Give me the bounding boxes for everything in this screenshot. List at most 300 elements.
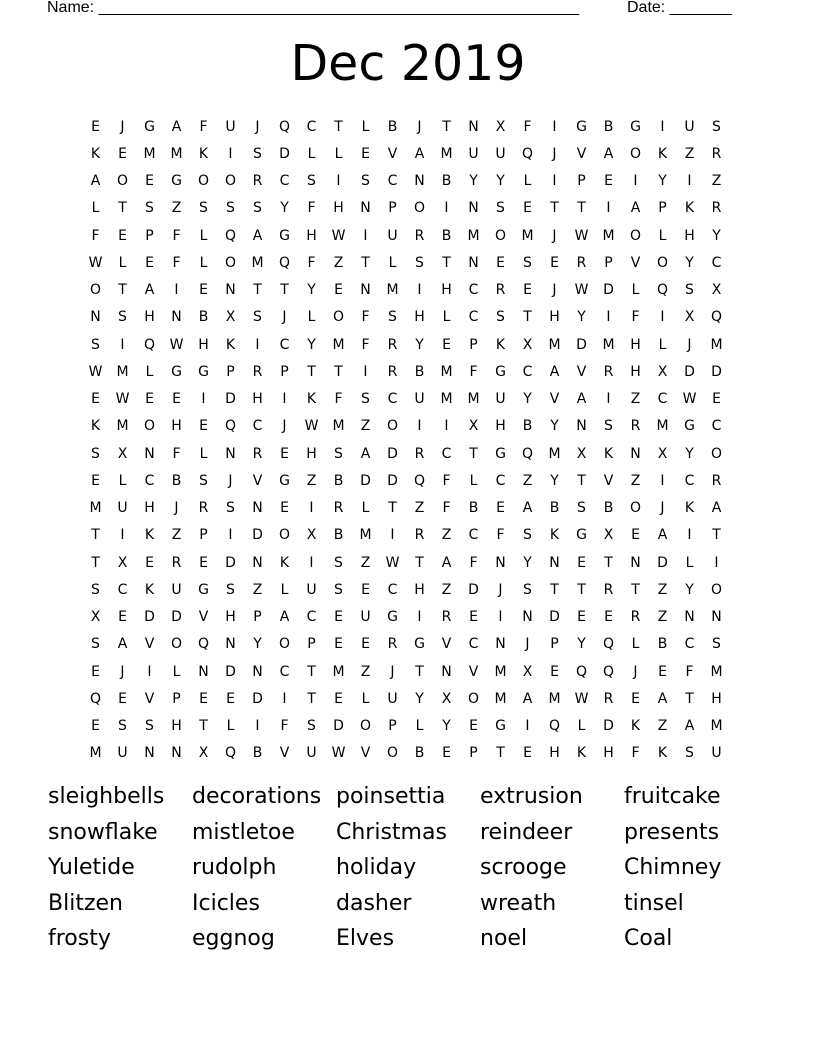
grid-letter: X bbox=[711, 282, 722, 299]
grid-letter: O bbox=[629, 227, 642, 244]
grid-letter: J bbox=[552, 145, 557, 162]
grid-letter: B bbox=[603, 500, 614, 517]
grid-letter: M bbox=[602, 227, 615, 244]
grid-letter: O bbox=[629, 500, 642, 517]
grid-letter: Y bbox=[523, 391, 532, 408]
grid-letter: E bbox=[496, 254, 505, 271]
grid-letter: K bbox=[144, 581, 155, 598]
grid-letter: V bbox=[603, 472, 614, 489]
word-bank-item: poinsettia bbox=[336, 784, 446, 809]
grid-letter: I bbox=[282, 690, 287, 707]
grid-letter: A bbox=[576, 391, 587, 408]
grid-letter: I bbox=[228, 527, 233, 544]
grid-letter: K bbox=[657, 145, 668, 162]
grid-letter: F bbox=[199, 118, 208, 135]
grid-letter: U bbox=[117, 500, 128, 517]
grid-letter: D bbox=[603, 718, 614, 735]
grid-letter: T bbox=[388, 500, 397, 517]
grid-letter: N bbox=[360, 282, 371, 299]
grid-letter: N bbox=[630, 445, 641, 462]
grid-letter: A bbox=[657, 527, 668, 544]
grid-letter: H bbox=[441, 282, 452, 299]
grid-letter: F bbox=[172, 227, 181, 244]
grid-letter: Z bbox=[657, 609, 668, 626]
grid-letter: Q bbox=[710, 309, 723, 326]
grid-letter: B bbox=[387, 118, 398, 135]
grid-letter: L bbox=[280, 581, 289, 598]
grid-letter: P bbox=[280, 363, 289, 380]
grid-letter: I bbox=[309, 554, 314, 571]
grid-letter: X bbox=[468, 418, 479, 435]
grid-letter: T bbox=[334, 363, 343, 380]
grid-letter: S bbox=[496, 200, 505, 217]
grid-letter: Y bbox=[658, 173, 667, 190]
grid-letter: F bbox=[91, 227, 100, 244]
grid-letter: R bbox=[198, 500, 209, 517]
grid-letter: G bbox=[171, 363, 182, 380]
grid-letter: I bbox=[552, 118, 557, 135]
grid-letter: Y bbox=[550, 472, 559, 489]
grid-letter: S bbox=[307, 173, 316, 190]
grid-letter: X bbox=[441, 690, 452, 707]
grid-letter: Y bbox=[496, 173, 505, 190]
grid-letter: E bbox=[442, 336, 451, 353]
grid-letter: G bbox=[171, 173, 182, 190]
grid-letter: C bbox=[684, 472, 695, 489]
grid-letter: J bbox=[633, 663, 638, 680]
grid-letter: D bbox=[279, 145, 290, 162]
grid-letter: Q bbox=[575, 663, 588, 680]
grid-letter: V bbox=[360, 745, 371, 762]
grid-letter: I bbox=[147, 663, 152, 680]
grid-letter: V bbox=[441, 636, 452, 653]
grid-letter: O bbox=[224, 173, 237, 190]
grid-letter: Q bbox=[278, 254, 291, 271]
grid-letter: S bbox=[253, 309, 262, 326]
grid-letter: E bbox=[334, 636, 343, 653]
grid-letter: Q bbox=[197, 636, 210, 653]
grid-letter: I bbox=[498, 609, 503, 626]
grid-letter: Z bbox=[711, 173, 722, 190]
grid-letter: C bbox=[279, 173, 290, 190]
grid-letter: A bbox=[441, 554, 452, 571]
grid-letter: U bbox=[468, 145, 479, 162]
name-field-label: Name: ______________________________________________________ bbox=[47, 0, 580, 16]
grid-letter: G bbox=[495, 445, 506, 462]
grid-letter: Z bbox=[657, 718, 668, 735]
grid-letter: M bbox=[89, 500, 102, 517]
grid-letter: A bbox=[279, 609, 290, 626]
grid-letter: D bbox=[360, 472, 371, 489]
grid-letter: S bbox=[685, 282, 694, 299]
grid-letter: L bbox=[145, 363, 154, 380]
grid-letter: A bbox=[684, 718, 695, 735]
word-bank-item: extrusion bbox=[480, 784, 583, 809]
grid-letter: T bbox=[604, 554, 613, 571]
grid-letter: A bbox=[171, 118, 182, 135]
grid-letter: H bbox=[171, 718, 182, 735]
grid-letter: F bbox=[442, 472, 451, 489]
grid-letter: R bbox=[630, 418, 641, 435]
grid-letter: V bbox=[387, 145, 398, 162]
grid-letter: B bbox=[522, 418, 533, 435]
grid-letter: P bbox=[307, 636, 316, 653]
grid-letter: L bbox=[388, 254, 397, 271]
grid-letter: S bbox=[199, 472, 208, 489]
grid-letter: N bbox=[468, 254, 479, 271]
grid-letter: G bbox=[198, 363, 209, 380]
grid-letter: M bbox=[170, 145, 183, 162]
grid-letter: D bbox=[576, 336, 587, 353]
grid-letter: Z bbox=[657, 581, 668, 598]
grid-letter: V bbox=[252, 472, 263, 489]
word-bank-item: Yuletide bbox=[48, 855, 135, 880]
grid-letter: I bbox=[174, 282, 179, 299]
grid-letter: M bbox=[440, 363, 453, 380]
grid-letter: Q bbox=[224, 745, 237, 762]
grid-letter: L bbox=[334, 145, 343, 162]
grid-letter: V bbox=[198, 609, 209, 626]
grid-letter: U bbox=[495, 391, 506, 408]
grid-letter: N bbox=[630, 554, 641, 571]
grid-letter: I bbox=[390, 527, 395, 544]
grid-letter: I bbox=[444, 200, 449, 217]
grid-letter: R bbox=[387, 363, 398, 380]
grid-letter: C bbox=[684, 636, 695, 653]
grid-letter: R bbox=[711, 472, 722, 489]
grid-letter: E bbox=[469, 609, 478, 626]
grid-letter: D bbox=[252, 527, 263, 544]
grid-letter: K bbox=[576, 745, 587, 762]
grid-letter: C bbox=[117, 581, 128, 598]
grid-letter: S bbox=[307, 718, 316, 735]
grid-letter: M bbox=[386, 282, 399, 299]
grid-letter: C bbox=[468, 636, 479, 653]
grid-letter: D bbox=[549, 609, 560, 626]
grid-letter: N bbox=[252, 500, 263, 517]
grid-letter: W bbox=[385, 554, 400, 571]
grid-letter: W bbox=[574, 227, 589, 244]
grid-letter: X bbox=[117, 554, 128, 571]
grid-letter: H bbox=[549, 745, 560, 762]
grid-letter: R bbox=[576, 254, 587, 271]
grid-letter: Z bbox=[171, 527, 182, 544]
grid-letter: R bbox=[603, 690, 614, 707]
grid-letter: D bbox=[657, 554, 668, 571]
grid-letter: H bbox=[495, 418, 506, 435]
grid-letter: M bbox=[251, 254, 264, 271]
grid-letter: I bbox=[660, 472, 665, 489]
grid-letter: C bbox=[252, 418, 263, 435]
word-bank-item: snowflake bbox=[48, 819, 158, 845]
grid-letter: R bbox=[387, 336, 398, 353]
grid-letter: X bbox=[117, 445, 128, 462]
grid-letter: S bbox=[685, 745, 694, 762]
grid-letter: O bbox=[332, 309, 345, 326]
grid-letter: E bbox=[91, 472, 100, 489]
grid-letter: M bbox=[440, 145, 453, 162]
grid-letter: M bbox=[494, 663, 507, 680]
grid-letter: B bbox=[657, 636, 668, 653]
grid-letter: C bbox=[711, 418, 722, 435]
grid-letter: Q bbox=[278, 118, 291, 135]
grid-letter: F bbox=[469, 363, 478, 380]
grid-letter: I bbox=[660, 309, 665, 326]
grid-letter: E bbox=[91, 718, 100, 735]
grid-letter: L bbox=[307, 145, 316, 162]
grid-letter: I bbox=[525, 718, 530, 735]
grid-letter: E bbox=[631, 690, 640, 707]
grid-letter: R bbox=[252, 173, 263, 190]
word-bank-item: Blitzen bbox=[48, 890, 123, 916]
grid-letter: E bbox=[91, 391, 100, 408]
grid-letter: R bbox=[630, 609, 641, 626]
grid-letter: S bbox=[415, 254, 424, 271]
grid-letter: D bbox=[333, 718, 344, 735]
grid-letter: E bbox=[199, 418, 208, 435]
grid-letter: B bbox=[549, 500, 560, 517]
grid-letter: D bbox=[171, 609, 182, 626]
grid-letter: L bbox=[361, 500, 370, 517]
grid-letter: Q bbox=[143, 336, 156, 353]
grid-letter: E bbox=[145, 391, 154, 408]
grid-letter: V bbox=[576, 363, 587, 380]
grid-letter: A bbox=[90, 173, 101, 190]
grid-letter: S bbox=[226, 581, 235, 598]
grid-letter: T bbox=[469, 445, 478, 462]
grid-letter: O bbox=[386, 418, 399, 435]
grid-letter: I bbox=[309, 500, 314, 517]
grid-letter: F bbox=[361, 336, 370, 353]
grid-letter: Y bbox=[685, 254, 694, 271]
grid-letter: O bbox=[467, 690, 480, 707]
grid-letter: S bbox=[226, 200, 235, 217]
grid-letter: I bbox=[363, 363, 368, 380]
grid-letter: X bbox=[603, 527, 614, 544]
grid-letter: A bbox=[252, 227, 263, 244]
grid-letter: D bbox=[468, 581, 479, 598]
grid-letter: B bbox=[198, 309, 209, 326]
grid-letter: K bbox=[630, 718, 641, 735]
grid-letter: T bbox=[631, 581, 640, 598]
grid-letter: A bbox=[144, 282, 155, 299]
grid-letter: P bbox=[577, 173, 586, 190]
grid-letter: F bbox=[496, 527, 505, 544]
word-bank-item: frosty bbox=[48, 926, 111, 951]
grid-letter: Q bbox=[656, 282, 669, 299]
grid-letter: T bbox=[496, 745, 505, 762]
grid-letter: Y bbox=[577, 636, 586, 653]
grid-letter: D bbox=[711, 363, 722, 380]
grid-letter: U bbox=[684, 118, 695, 135]
grid-letter: M bbox=[359, 527, 372, 544]
grid-letter: L bbox=[199, 227, 208, 244]
grid-letter: W bbox=[115, 391, 130, 408]
word-bank-item: holiday bbox=[336, 855, 417, 880]
grid-letter: Y bbox=[442, 718, 451, 735]
grid-letter: F bbox=[307, 254, 316, 271]
grid-letter: Z bbox=[630, 391, 641, 408]
grid-letter: H bbox=[549, 309, 560, 326]
grid-letter: E bbox=[280, 500, 289, 517]
header-row bbox=[47, 0, 732, 19]
grid-letter: W bbox=[574, 282, 589, 299]
grid-letter: S bbox=[712, 118, 721, 135]
grid-letter: E bbox=[658, 663, 667, 680]
grid-letter: E bbox=[199, 554, 208, 571]
grid-letter: Z bbox=[441, 527, 452, 544]
grid-letter: Q bbox=[548, 718, 561, 735]
grid-letter: I bbox=[687, 527, 692, 544]
grid-letter: S bbox=[91, 445, 100, 462]
grid-letter: M bbox=[710, 663, 723, 680]
grid-letter: O bbox=[89, 282, 102, 299]
grid-letter: Q bbox=[602, 636, 615, 653]
grid-letter: R bbox=[387, 636, 398, 653]
grid-letter: J bbox=[120, 118, 125, 135]
grid-letter: B bbox=[441, 227, 452, 244]
grid-letter: F bbox=[334, 391, 343, 408]
grid-letter: S bbox=[118, 718, 127, 735]
grid-letter: R bbox=[711, 145, 722, 162]
grid-letter: T bbox=[712, 527, 721, 544]
grid-letter: M bbox=[656, 418, 669, 435]
grid-letter: T bbox=[307, 363, 316, 380]
grid-letter: A bbox=[630, 200, 641, 217]
grid-letter: D bbox=[684, 363, 695, 380]
grid-letter: D bbox=[603, 282, 614, 299]
grid-letter: T bbox=[307, 663, 316, 680]
grid-letter: C bbox=[441, 445, 452, 462]
grid-letter: R bbox=[333, 500, 344, 517]
grid-letter: Y bbox=[469, 173, 478, 190]
grid-letter: N bbox=[171, 309, 182, 326]
grid-letter: N bbox=[144, 445, 155, 462]
grid-letter: Q bbox=[89, 690, 102, 707]
grid-letter: T bbox=[577, 581, 586, 598]
grid-letter: L bbox=[631, 282, 640, 299]
grid-letter: Q bbox=[224, 227, 237, 244]
grid-letter: V bbox=[630, 254, 641, 271]
grid-letter: C bbox=[279, 336, 290, 353]
grid-letter: U bbox=[306, 745, 317, 762]
grid-letter: F bbox=[685, 663, 694, 680]
grid-letter: T bbox=[118, 200, 127, 217]
grid-letter: Y bbox=[307, 336, 316, 353]
grid-letter: H bbox=[414, 581, 425, 598]
grid-letter: D bbox=[252, 690, 263, 707]
grid-letter: A bbox=[603, 145, 614, 162]
grid-letter: M bbox=[116, 418, 129, 435]
grid-letter: L bbox=[307, 309, 316, 326]
grid-letter: E bbox=[334, 609, 343, 626]
grid-letter: F bbox=[631, 745, 640, 762]
grid-letter: O bbox=[413, 200, 426, 217]
grid-letter: M bbox=[602, 336, 615, 353]
grid-letter: M bbox=[710, 718, 723, 735]
grid-letter: E bbox=[604, 173, 613, 190]
grid-letter: F bbox=[631, 309, 640, 326]
grid-letter: Z bbox=[360, 663, 371, 680]
grid-letter: N bbox=[549, 554, 560, 571]
grid-letter: S bbox=[523, 581, 532, 598]
grid-letter: L bbox=[523, 173, 532, 190]
grid-letter: E bbox=[523, 745, 532, 762]
grid-letter: N bbox=[495, 554, 506, 571]
grid-letter: F bbox=[307, 200, 316, 217]
grid-letter: C bbox=[522, 363, 533, 380]
grid-letter: R bbox=[495, 282, 506, 299]
grid-letter: Y bbox=[712, 227, 721, 244]
grid-letter: T bbox=[685, 690, 694, 707]
grid-letter: J bbox=[552, 227, 557, 244]
grid-letter: B bbox=[468, 500, 479, 517]
grid-letter: S bbox=[334, 554, 343, 571]
grid-letter: T bbox=[442, 118, 451, 135]
grid-letter: E bbox=[199, 690, 208, 707]
grid-letter: G bbox=[495, 718, 506, 735]
grid-letter: K bbox=[495, 336, 506, 353]
grid-letter: X bbox=[495, 118, 506, 135]
grid-letter: S bbox=[388, 309, 397, 326]
grid-letter: T bbox=[550, 200, 559, 217]
grid-letter: E bbox=[496, 500, 505, 517]
grid-letter: L bbox=[91, 200, 100, 217]
grid-letter: T bbox=[280, 282, 289, 299]
grid-letter: F bbox=[523, 118, 532, 135]
grid-letter: J bbox=[525, 636, 530, 653]
grid-letter: E bbox=[631, 527, 640, 544]
grid-letter: Y bbox=[550, 418, 559, 435]
grid-letter: N bbox=[225, 636, 236, 653]
grid-letter: I bbox=[228, 145, 233, 162]
grid-letter: K bbox=[144, 527, 155, 544]
grid-letter: M bbox=[332, 663, 345, 680]
grid-letter: M bbox=[548, 690, 561, 707]
grid-letter: E bbox=[226, 690, 235, 707]
grid-letter: K bbox=[198, 145, 209, 162]
grid-letter: Q bbox=[602, 663, 615, 680]
grid-letter: J bbox=[228, 472, 233, 489]
grid-letter: Y bbox=[415, 336, 424, 353]
grid-letter: R bbox=[711, 200, 722, 217]
grid-letter: K bbox=[90, 418, 101, 435]
grid-letter: E bbox=[523, 282, 532, 299]
grid-letter: E bbox=[91, 118, 100, 135]
grid-letter: J bbox=[390, 663, 395, 680]
grid-letter: L bbox=[658, 336, 667, 353]
grid-letter: C bbox=[468, 309, 479, 326]
grid-letter: Z bbox=[252, 581, 263, 598]
grid-letter: W bbox=[574, 690, 589, 707]
date-field-label: Date: _______ bbox=[627, 0, 732, 16]
grid-letter: A bbox=[360, 445, 371, 462]
grid-letter: X bbox=[225, 309, 236, 326]
grid-letter: N bbox=[171, 745, 182, 762]
grid-letter: L bbox=[415, 718, 424, 735]
grid-letter: W bbox=[331, 745, 346, 762]
grid-letter: K bbox=[90, 145, 101, 162]
grid-letter: N bbox=[468, 118, 479, 135]
grid-letter: M bbox=[467, 227, 480, 244]
grid-letter: F bbox=[280, 718, 289, 735]
grid-letter: T bbox=[334, 118, 343, 135]
word-bank-item: noel bbox=[480, 926, 528, 951]
grid-letter: G bbox=[576, 527, 587, 544]
grid-letter: W bbox=[682, 391, 697, 408]
grid-letter: R bbox=[252, 445, 263, 462]
grid-letter: P bbox=[145, 227, 154, 244]
